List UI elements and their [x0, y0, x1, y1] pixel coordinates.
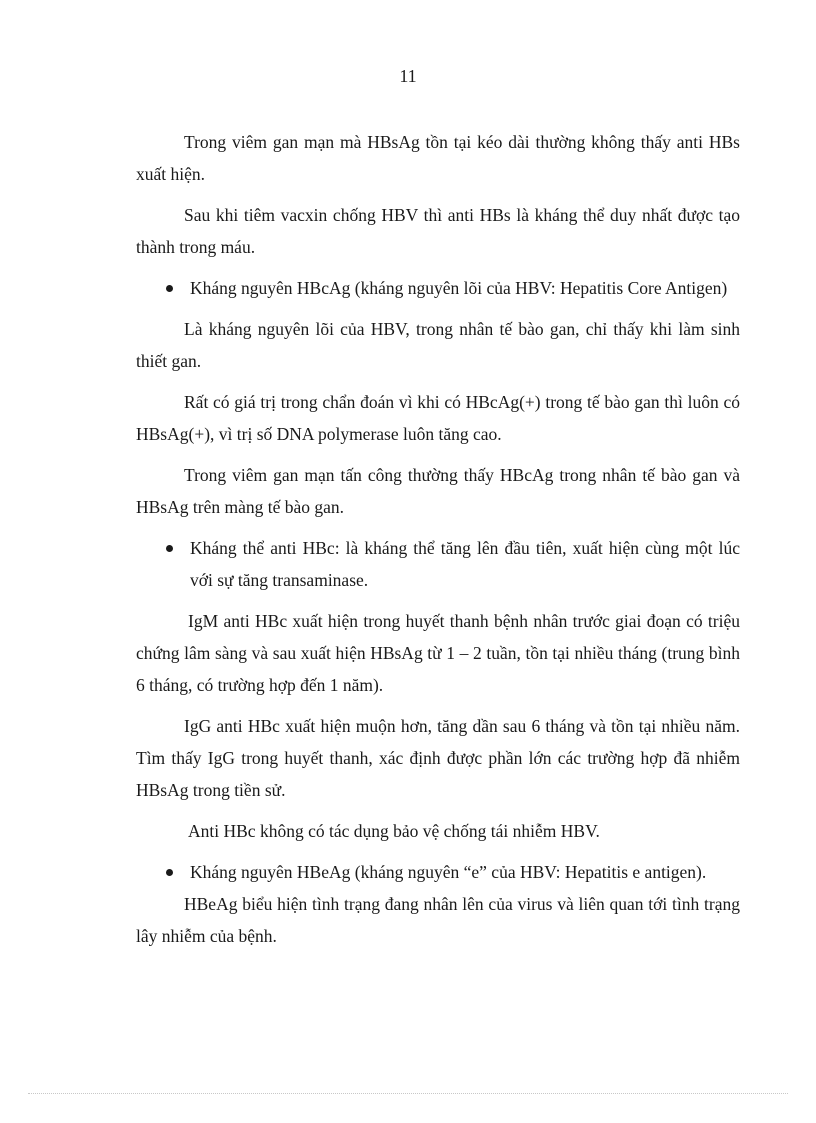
bullet-item-anti-hbc — [136, 532, 740, 596]
bullet-item-hbeag — [136, 856, 740, 888]
bullet-dot-icon — [166, 869, 173, 876]
bullet-text: Kháng nguyên HBeAg (kháng nguyên “e” của HBV: Hepatitis e antigen). — [190, 862, 707, 882]
page-bottom-divider — [28, 1093, 788, 1094]
paragraph-hbcag-core-antigen: Là kháng nguyên lõi của HBV, trong nhân tế bào gan, chỉ thấy khi làm sinh thiết gan. — [136, 319, 740, 371]
document-body — [136, 126, 740, 961]
bullet-dot-icon — [166, 545, 173, 552]
paragraph-vaccine-anti-hbs: Sau khi tiêm vacxin chống HBV thì anti HBs là kháng thể duy nhất được tạo thành trong máu. — [136, 205, 740, 257]
paragraph-hbcag-diagnostic-value: Rất có giá trị trong chẩn đoán vì khi có HBcAg(+) trong tế bào gan thì luôn có HBsAg(+), vì trị số DNA polymerase luôn tăng cao. — [136, 392, 740, 444]
bullet-text: Kháng nguyên HBcAg (kháng nguyên lõi của HBV: Hepatitis Core Antigen) — [190, 278, 728, 298]
paragraph-chronic-hepatitis-anti-hbs: Trong viêm gan mạn mà HBsAg tồn tại kéo dài thường không thấy anti HBs xuất hiện. — [136, 132, 740, 184]
paragraph-chronic-active-hepatitis: Trong viêm gan mạn tấn công thường thấy HBcAg trong nhân tế bào gan và HBsAg trên màng tế bào gan. — [136, 465, 740, 517]
paragraph-anti-hbc-no-protection: Anti HBc không có tác dụng bảo vệ chống tái nhiễm HBV. — [188, 821, 600, 841]
bullet-dot-icon — [166, 285, 173, 292]
bullet-item-hbcag — [136, 272, 740, 304]
paragraph-igg-anti-hbc: IgG anti HBc xuất hiện muộn hơn, tăng dần sau 6 tháng và tồn tại nhiều năm. Tìm thấy IgG trong huyết thanh, xác định được phần lớn các trường hợp đã nhiễm HBsAg trong tiền sử. — [136, 716, 740, 800]
bullet-text: Kháng thể anti HBc: là kháng thể tăng lên đầu tiên, xuất hiện cùng một lúc với sự tăng transaminase. — [190, 538, 740, 590]
paragraph-hbeag-replication: HBeAg biểu hiện tình trạng đang nhân lên của virus và liên quan tới tình trạng lây nhiễm của bệnh. — [136, 894, 740, 946]
paragraph-igm-anti-hbc: IgM anti HBc xuất hiện trong huyết thanh bệnh nhân trước giai đoạn có triệu chứng lâm sàng và sau xuất hiện HBsAg từ 1 – 2 tuần, tồn tại nhiều tháng (trung bình 6 tháng, có trường hợp đến 1 năm). — [136, 611, 740, 695]
page-number: 11 — [399, 66, 417, 86]
